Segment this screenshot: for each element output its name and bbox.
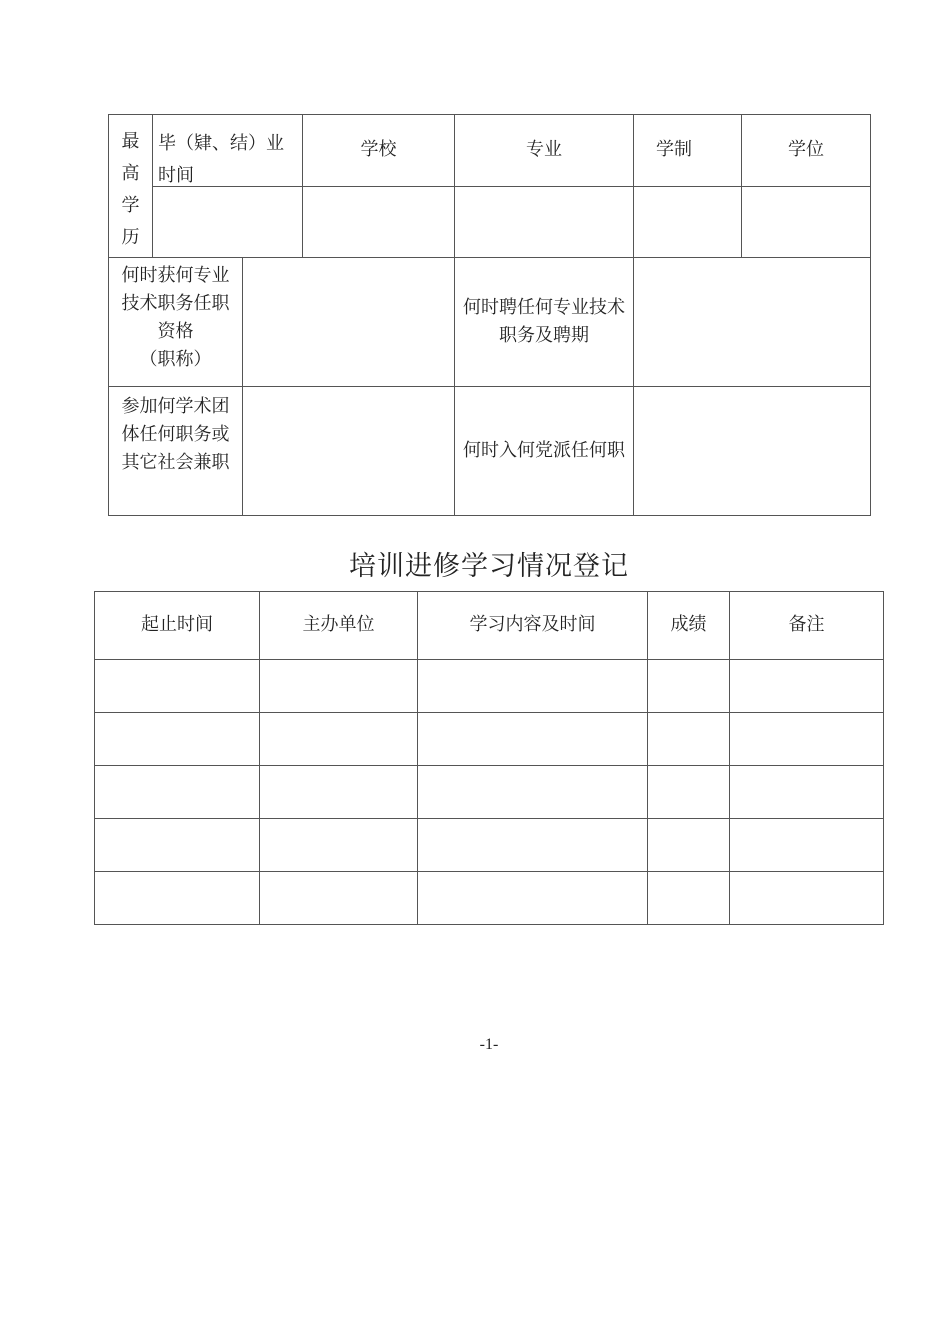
header-period: 起止时间 — [141, 614, 213, 636]
table-row — [95, 766, 883, 818]
major-label: 专业 — [526, 139, 562, 161]
header-organizer: 主办单位 — [302, 614, 375, 636]
academic-society-label: 参加何学术团 体任何职务或 其它社会兼职 — [121, 396, 230, 473]
party-membership-label: 何时入何党派任何职 — [463, 439, 625, 461]
qualification-label: 何时获何专业 技术职务任职 资格 （职称） — [121, 265, 230, 370]
training-title: 培训进修学习情况登记 — [349, 551, 629, 582]
table-row — [95, 713, 883, 765]
table-row — [95, 660, 883, 712]
header-remarks: 备注 — [788, 614, 825, 636]
page-number: -1- — [479, 1036, 499, 1053]
highest-education-label: 最 高 学 历 — [121, 131, 140, 248]
school-label: 学校 — [360, 139, 397, 161]
header-score: 成绩 — [670, 614, 707, 636]
graduation-time-label: 毕（肄、结）业 时间 — [158, 133, 284, 186]
appointment-label: 何时聘任何专业技术 职务及聘期 — [463, 297, 625, 346]
study-duration-label: 学制 — [656, 139, 692, 161]
table-row — [95, 872, 883, 924]
table-row — [95, 819, 883, 871]
degree-label: 学位 — [788, 139, 824, 161]
header-content: 学习内容及时间 — [469, 614, 596, 636]
